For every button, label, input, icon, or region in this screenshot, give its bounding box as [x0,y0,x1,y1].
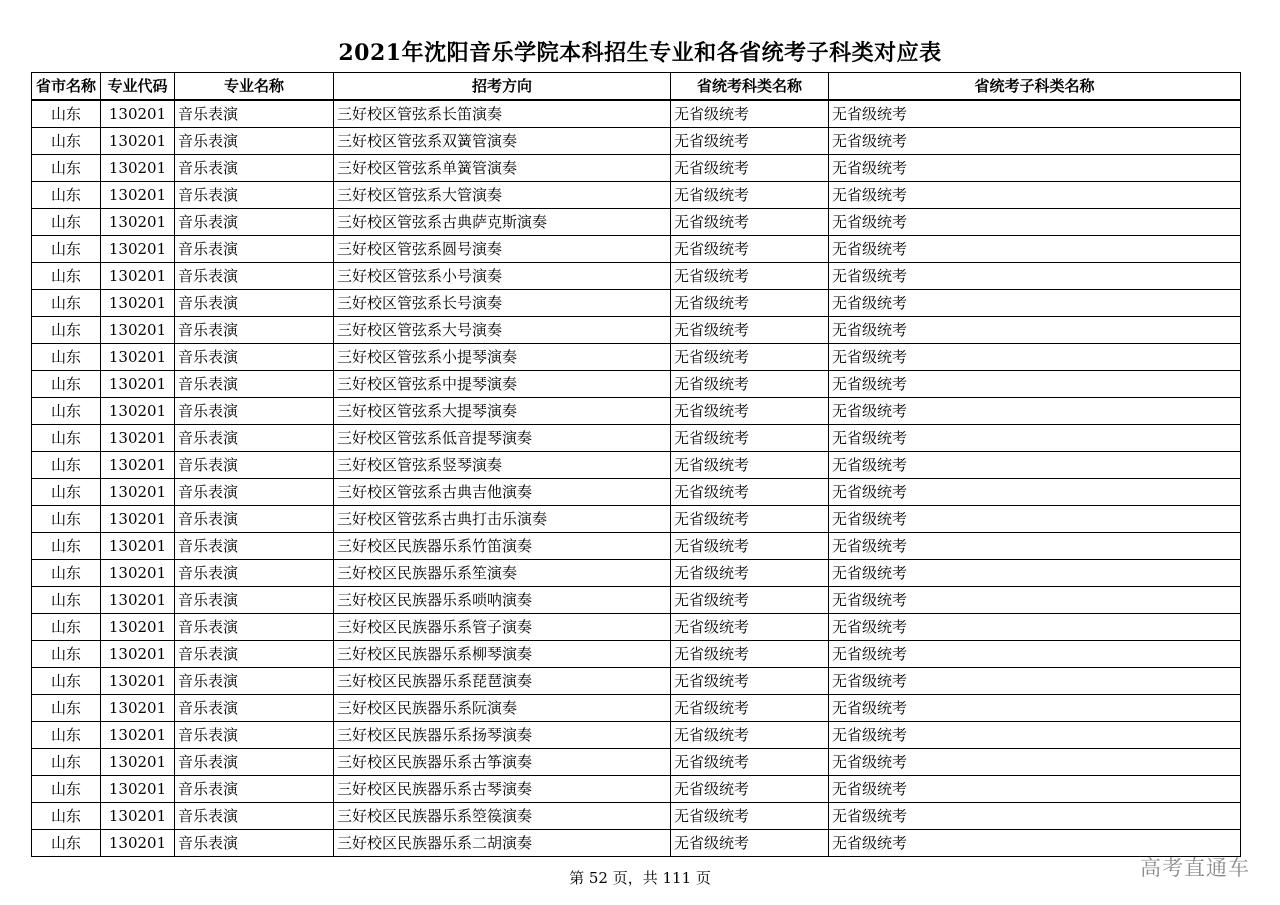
cell-major-code: 130201 [101,100,175,128]
cell-exam-subcategory: 无省级统考 [829,830,1241,857]
header-exam-subcategory: 省统考子科类名称 [829,73,1241,101]
cell-major-code: 130201 [101,668,175,695]
cell-exam-category: 无省级统考 [671,209,829,236]
table-row [32,100,1241,128]
cell-major-name: 音乐表演 [175,668,334,695]
cell-major-name: 音乐表演 [175,506,334,533]
cell-province: 山东 [32,155,101,182]
cell-major-code: 130201 [101,641,175,668]
table-row [32,560,1241,587]
cell-exam-category: 无省级统考 [671,155,829,182]
table-header [32,73,1241,101]
cell-major-name: 音乐表演 [175,695,334,722]
cell-exam-category: 无省级统考 [671,398,829,425]
cell-exam-category: 无省级统考 [671,641,829,668]
header-direction: 招考方向 [334,73,671,101]
cell-province: 山东 [32,803,101,830]
cell-exam-category: 无省级统考 [671,722,829,749]
cell-direction: 三好校区管弦系低音提琴演奏 [334,425,671,452]
table-row [32,128,1241,155]
cell-major-name: 音乐表演 [175,641,334,668]
cell-exam-subcategory: 无省级统考 [829,587,1241,614]
cell-exam-subcategory: 无省级统考 [829,317,1241,344]
cell-major-code: 130201 [101,371,175,398]
cell-province: 山东 [32,533,101,560]
cell-province: 山东 [32,398,101,425]
cell-major-code: 130201 [101,830,175,857]
table-row [32,263,1241,290]
cell-exam-subcategory: 无省级统考 [829,749,1241,776]
cell-major-code: 130201 [101,317,175,344]
cell-province: 山东 [32,182,101,209]
table-row [32,155,1241,182]
cell-exam-subcategory: 无省级统考 [829,371,1241,398]
table-row [32,668,1241,695]
cell-direction: 三好校区民族器乐系阮演奏 [334,695,671,722]
cell-province: 山东 [32,425,101,452]
table-row [32,776,1241,803]
cell-direction: 三好校区民族器乐系古琴演奏 [334,776,671,803]
cell-direction: 三好校区民族器乐系琵琶演奏 [334,668,671,695]
cell-direction: 三好校区民族器乐系箜篌演奏 [334,803,671,830]
table-row [32,236,1241,263]
cell-major-name: 音乐表演 [175,587,334,614]
table-row [32,371,1241,398]
table-body [32,100,1241,857]
cell-exam-subcategory: 无省级统考 [829,155,1241,182]
cell-major-name: 音乐表演 [175,749,334,776]
cell-province: 山东 [32,263,101,290]
cell-direction: 三好校区管弦系长笛演奏 [334,100,671,128]
cell-major-name: 音乐表演 [175,344,334,371]
cell-exam-subcategory: 无省级统考 [829,695,1241,722]
cell-direction: 三好校区管弦系竖琴演奏 [334,452,671,479]
cell-exam-category: 无省级统考 [671,182,829,209]
cell-major-name: 音乐表演 [175,533,334,560]
table-row [32,290,1241,317]
cell-major-name: 音乐表演 [175,263,334,290]
cell-exam-category: 无省级统考 [671,506,829,533]
cell-exam-category: 无省级统考 [671,236,829,263]
cell-province: 山东 [32,614,101,641]
cell-direction: 三好校区管弦系双簧管演奏 [334,128,671,155]
cell-major-code: 130201 [101,398,175,425]
header-major-name: 专业名称 [175,73,334,101]
cell-province: 山东 [32,560,101,587]
cell-province: 山东 [32,641,101,668]
cell-major-name: 音乐表演 [175,722,334,749]
page-number: 第 52 页，共 111 页 [569,869,711,887]
cell-major-code: 130201 [101,182,175,209]
cell-exam-category: 无省级统考 [671,317,829,344]
cell-province: 山东 [32,317,101,344]
cell-direction: 三好校区管弦系圆号演奏 [334,236,671,263]
cell-direction: 三好校区管弦系中提琴演奏 [334,371,671,398]
table-row [32,695,1241,722]
cell-province: 山东 [32,506,101,533]
cell-exam-subcategory: 无省级统考 [829,263,1241,290]
cell-exam-category: 无省级统考 [671,668,829,695]
cell-major-name: 音乐表演 [175,425,334,452]
cell-direction: 三好校区管弦系小号演奏 [334,263,671,290]
cell-exam-category: 无省级统考 [671,560,829,587]
table-row [32,614,1241,641]
cell-province: 山东 [32,668,101,695]
watermark: 高考直通车 [1140,856,1250,880]
cell-direction: 三好校区管弦系古典打击乐演奏 [334,506,671,533]
cell-province: 山东 [32,722,101,749]
cell-province: 山东 [32,209,101,236]
cell-major-code: 130201 [101,236,175,263]
cell-direction: 三好校区管弦系长号演奏 [334,290,671,317]
cell-direction: 三好校区民族器乐系管子演奏 [334,614,671,641]
table-row [32,182,1241,209]
cell-exam-subcategory: 无省级统考 [829,452,1241,479]
cell-major-code: 130201 [101,425,175,452]
cell-major-code: 130201 [101,749,175,776]
cell-exam-subcategory: 无省级统考 [829,614,1241,641]
table-row [32,830,1241,857]
table-row [32,452,1241,479]
cell-major-code: 130201 [101,587,175,614]
cell-exam-category: 无省级统考 [671,425,829,452]
cell-major-name: 音乐表演 [175,182,334,209]
cell-major-code: 130201 [101,614,175,641]
cell-major-name: 音乐表演 [175,803,334,830]
cell-exam-category: 无省级统考 [671,479,829,506]
cell-major-name: 音乐表演 [175,452,334,479]
cell-province: 山东 [32,290,101,317]
cell-major-code: 130201 [101,803,175,830]
cell-exam-subcategory: 无省级统考 [829,479,1241,506]
table-row [32,317,1241,344]
cell-major-name: 音乐表演 [175,830,334,857]
cell-major-name: 音乐表演 [175,614,334,641]
cell-exam-subcategory: 无省级统考 [829,506,1241,533]
cell-major-name: 音乐表演 [175,290,334,317]
cell-exam-subcategory: 无省级统考 [829,128,1241,155]
cell-exam-category: 无省级统考 [671,100,829,128]
cell-direction: 三好校区管弦系大提琴演奏 [334,398,671,425]
cell-direction: 三好校区民族器乐系二胡演奏 [334,830,671,857]
header-exam-category: 省统考科类名称 [671,73,829,101]
header-province: 省市名称 [32,73,101,101]
cell-exam-subcategory: 无省级统考 [829,641,1241,668]
cell-major-code: 130201 [101,209,175,236]
cell-exam-category: 无省级统考 [671,830,829,857]
cell-direction: 三好校区管弦系单簧管演奏 [334,155,671,182]
table-row [32,749,1241,776]
cell-major-code: 130201 [101,722,175,749]
cell-major-name: 音乐表演 [175,398,334,425]
cell-exam-category: 无省级统考 [671,614,829,641]
cell-major-code: 130201 [101,263,175,290]
cell-major-code: 130201 [101,560,175,587]
cell-province: 山东 [32,128,101,155]
cell-province: 山东 [32,830,101,857]
cell-province: 山东 [32,776,101,803]
cell-province: 山东 [32,695,101,722]
cell-direction: 三好校区民族器乐系唢呐演奏 [334,587,671,614]
cell-major-code: 130201 [101,290,175,317]
cell-direction: 三好校区管弦系古典吉他演奏 [334,479,671,506]
cell-major-code: 130201 [101,776,175,803]
cell-province: 山东 [32,371,101,398]
cell-major-code: 130201 [101,452,175,479]
cell-direction: 三好校区管弦系大号演奏 [334,317,671,344]
table-row [32,533,1241,560]
cell-exam-subcategory: 无省级统考 [829,425,1241,452]
table-row [32,398,1241,425]
cell-major-code: 130201 [101,695,175,722]
cell-exam-category: 无省级统考 [671,695,829,722]
cell-major-code: 130201 [101,479,175,506]
table-row [32,803,1241,830]
cell-direction: 三好校区民族器乐系笙演奏 [334,560,671,587]
cell-major-code: 130201 [101,344,175,371]
cell-exam-subcategory: 无省级统考 [829,722,1241,749]
cell-province: 山东 [32,344,101,371]
cell-direction: 三好校区民族器乐系柳琴演奏 [334,641,671,668]
cell-exam-subcategory: 无省级统考 [829,776,1241,803]
cell-province: 山东 [32,587,101,614]
cell-exam-category: 无省级统考 [671,749,829,776]
cell-major-name: 音乐表演 [175,317,334,344]
cell-exam-category: 无省级统考 [671,776,829,803]
cell-province: 山东 [32,452,101,479]
cell-major-code: 130201 [101,533,175,560]
cell-exam-subcategory: 无省级统考 [829,290,1241,317]
cell-exam-category: 无省级统考 [671,533,829,560]
cell-exam-category: 无省级统考 [671,587,829,614]
header-major-code: 专业代码 [101,73,175,101]
cell-major-name: 音乐表演 [175,479,334,506]
table-row [32,209,1241,236]
cell-major-name: 音乐表演 [175,155,334,182]
cell-exam-category: 无省级统考 [671,344,829,371]
table-row [32,425,1241,452]
cell-major-name: 音乐表演 [175,100,334,128]
cell-major-code: 130201 [101,128,175,155]
cell-exam-category: 无省级统考 [671,803,829,830]
table-row [32,506,1241,533]
cell-major-name: 音乐表演 [175,209,334,236]
document-title: 2021年沈阳音乐学院本科招生专业和各省统考子科类对应表 [338,40,942,66]
cell-province: 山东 [32,100,101,128]
cell-direction: 三好校区管弦系古典萨克斯演奏 [334,209,671,236]
table-row [32,587,1241,614]
table-row [32,722,1241,749]
cell-major-name: 音乐表演 [175,236,334,263]
cell-direction: 三好校区民族器乐系扬琴演奏 [334,722,671,749]
cell-exam-subcategory: 无省级统考 [829,182,1241,209]
cell-direction: 三好校区民族器乐系竹笛演奏 [334,533,671,560]
cell-direction: 三好校区民族器乐系古筝演奏 [334,749,671,776]
cell-exam-category: 无省级统考 [671,263,829,290]
cell-major-code: 130201 [101,506,175,533]
table-row [32,344,1241,371]
cell-exam-subcategory: 无省级统考 [829,209,1241,236]
cell-exam-subcategory: 无省级统考 [829,560,1241,587]
cell-exam-subcategory: 无省级统考 [829,236,1241,263]
cell-exam-category: 无省级统考 [671,371,829,398]
cell-major-name: 音乐表演 [175,128,334,155]
cell-exam-subcategory: 无省级统考 [829,398,1241,425]
cell-major-name: 音乐表演 [175,776,334,803]
cell-exam-subcategory: 无省级统考 [829,803,1241,830]
cell-exam-category: 无省级统考 [671,290,829,317]
cell-province: 山东 [32,749,101,776]
cell-direction: 三好校区管弦系大管演奏 [334,182,671,209]
cell-exam-category: 无省级统考 [671,452,829,479]
table-row [32,479,1241,506]
table-row [32,641,1241,668]
cell-direction: 三好校区管弦系小提琴演奏 [334,344,671,371]
cell-province: 山东 [32,479,101,506]
cell-exam-subcategory: 无省级统考 [829,344,1241,371]
cell-exam-subcategory: 无省级统考 [829,100,1241,128]
header-row [32,73,1241,101]
cell-major-name: 音乐表演 [175,560,334,587]
cell-exam-category: 无省级统考 [671,128,829,155]
admissions-table [31,72,1241,857]
cell-exam-subcategory: 无省级统考 [829,533,1241,560]
cell-exam-subcategory: 无省级统考 [829,668,1241,695]
cell-major-code: 130201 [101,155,175,182]
cell-major-name: 音乐表演 [175,371,334,398]
cell-province: 山东 [32,236,101,263]
